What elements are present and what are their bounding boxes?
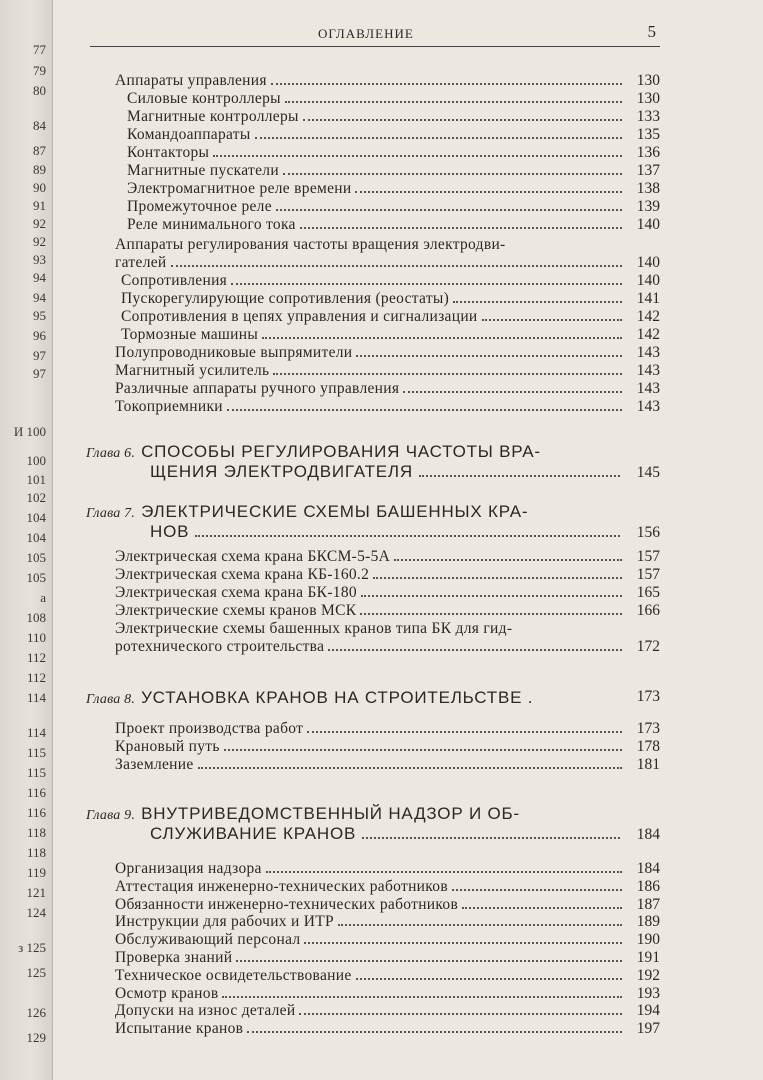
- chapter-title: ЭЛЕКТРИЧЕСКИЕ СХЕМЫ БАШЕННЫХ КРА-: [141, 502, 529, 521]
- entry-page: 140: [636, 254, 660, 271]
- entry-title: Обязанности инженерно-технических работников: [115, 895, 459, 913]
- chapter-label: Глава 7.: [86, 506, 136, 521]
- entry-title: Пускорегулирующие сопротивления (реостаты): [121, 290, 450, 307]
- gutter-page-number: 116: [26, 805, 46, 820]
- gutter-page-number: 119: [26, 865, 46, 880]
- toc-entry: [115, 548, 660, 566]
- dot-leader: [262, 331, 622, 339]
- entry-title: Инструкции для рабочих и ИТР: [115, 913, 334, 931]
- toc-entry: [127, 198, 660, 216]
- gutter-page-number: 116: [26, 785, 46, 800]
- dot-leader: [453, 295, 622, 303]
- toc-entry: [121, 272, 660, 290]
- dot-leader: [360, 607, 622, 615]
- dot-leader: [276, 203, 622, 211]
- gutter-page-number: 105: [26, 550, 46, 565]
- entry-page: 165: [636, 584, 660, 601]
- toc-entry: [115, 236, 660, 254]
- entry-page: 184: [636, 860, 660, 877]
- gutter-page-number: 100: [26, 453, 46, 468]
- toc-entry: [115, 738, 660, 756]
- page-number: 5: [647, 22, 656, 41]
- entry-page: 143: [636, 362, 660, 379]
- gutter-page-number: 124: [26, 905, 46, 920]
- dot-leader: [299, 1007, 622, 1015]
- gutter-page-number: 126: [26, 1005, 46, 1020]
- dot-leader: [328, 643, 622, 651]
- page-title: ОГЛАВЛЕНИЕ: [318, 26, 414, 41]
- entry-title: Электрическая схема крана КБ-160.2: [115, 566, 370, 583]
- gutter-page-number: 90: [33, 180, 46, 195]
- toc-entry: [115, 931, 660, 949]
- entry-title: Электрические схемы кранов МСК: [115, 602, 357, 619]
- dot-leader: [462, 901, 622, 909]
- gutter-page-number: 93: [33, 252, 46, 267]
- gutter-page-number: 115: [26, 745, 46, 760]
- entry-title: Электрические схемы башенных кранов типа БК для гид-: [115, 620, 513, 637]
- entry-page: 141: [636, 290, 660, 307]
- entry-page: 140: [636, 216, 660, 233]
- toc-entry: [121, 326, 660, 344]
- entry-page: 133: [636, 108, 660, 125]
- entry-page: 137: [636, 162, 660, 179]
- gutter-page-number: 92: [33, 216, 46, 231]
- dot-leader: [355, 185, 622, 193]
- toc-entry: [127, 144, 660, 162]
- entry-title: Обслуживающий персонал: [115, 931, 301, 949]
- toc-entry: [115, 638, 660, 656]
- toc-entry: [115, 344, 660, 362]
- entry-page: 190: [636, 931, 660, 949]
- gutter-page-number: 97: [33, 366, 46, 381]
- entry-title: Техническое освидетельствование: [115, 966, 352, 984]
- dot-leader: [247, 1025, 622, 1033]
- entry-title: Различные аппараты ручного управления: [115, 380, 400, 397]
- entry-page: 173: [636, 720, 660, 737]
- gutter-page-number: 79: [33, 63, 46, 78]
- dot-leader: [338, 918, 622, 926]
- dot-leader: [283, 167, 622, 175]
- toc-entry: [115, 584, 660, 602]
- chapter-title-line2: ЩЕНИЯ ЭЛЕКТРОДВИГАТЕЛЯ: [150, 462, 413, 481]
- toc-entry: [127, 180, 660, 198]
- toc-entry: [127, 108, 660, 126]
- entry-title: Магнитные пускатели: [127, 162, 279, 179]
- entry-page: 139: [636, 198, 660, 215]
- entry-title: Электрическая схема крана БКСМ-5-5А: [115, 548, 391, 565]
- entry-title: Испытание кранов: [115, 1020, 244, 1038]
- entry-page: 157: [636, 566, 660, 583]
- gutter-page-number: 118: [26, 845, 46, 860]
- chapter-page: 156: [636, 524, 660, 541]
- toc-entry: [115, 380, 660, 398]
- gutter-page-number: 129: [26, 1030, 46, 1045]
- dot-leader: [171, 259, 623, 267]
- gutter-page-number: 94: [33, 270, 46, 285]
- toc-entry: [115, 566, 660, 584]
- page-header: [90, 22, 660, 47]
- dot-leader: [300, 221, 622, 229]
- gutter-page-number: 77: [33, 42, 46, 57]
- dot-leader: [273, 367, 622, 375]
- entry-page: 186: [636, 877, 660, 895]
- dot-leader: [198, 761, 622, 769]
- entry-page: 172: [636, 638, 660, 655]
- entry-page: 142: [636, 326, 660, 343]
- toc-entry: [121, 308, 660, 326]
- dot-leader: [195, 529, 620, 537]
- entry-title: Электрическая схема крана БК-180: [115, 584, 357, 601]
- gutter-page-number: 110: [26, 630, 46, 645]
- chapter-label: Глава 8.: [86, 692, 136, 707]
- chapter-title: УСТАНОВКА КРАНОВ НА СТРОИТЕЛЬСТВЕ .: [141, 688, 534, 707]
- entry-page: 143: [636, 398, 660, 415]
- chapter-title-continued: [150, 462, 660, 483]
- toc-entry: [115, 985, 660, 1003]
- gutter-page-number: 91: [33, 198, 46, 213]
- chapter-heading: [86, 688, 533, 710]
- entry-page: 178: [636, 738, 660, 755]
- entry-title: Сопротивления в цепях управления и сигнализации: [121, 308, 478, 325]
- entry-title: Магнитные контроллеры: [127, 108, 299, 125]
- gutter-page-number: 96: [33, 328, 46, 343]
- toc-entry: [115, 1020, 660, 1038]
- dot-leader: [356, 972, 622, 980]
- dot-leader: [304, 936, 622, 944]
- entry-page: 135: [636, 126, 660, 143]
- entry-page: 166: [636, 602, 660, 619]
- dot-leader: [227, 403, 622, 411]
- toc-entry: [115, 254, 660, 272]
- dot-leader: [394, 553, 622, 561]
- entry-page: 140: [636, 272, 660, 289]
- entry-title: Организация надзора: [115, 860, 262, 877]
- dot-leader: [236, 954, 622, 962]
- gutter-page-number: 114: [26, 690, 46, 705]
- gutter-page-number: 112: [26, 650, 46, 665]
- dot-leader: [266, 865, 622, 873]
- gutter-page-number: а: [40, 590, 46, 605]
- entry-title: Магнитный усилитель: [115, 362, 270, 379]
- chapter-page: 145: [636, 464, 660, 481]
- entry-title: Силовые контроллеры: [127, 90, 281, 107]
- gutter-page-number: 89: [33, 162, 46, 177]
- entry-title: Проверка знаний: [115, 949, 233, 966]
- entry-page: 138: [636, 180, 660, 197]
- gutter-page-number: 115: [26, 765, 46, 780]
- gutter-page-number: 102: [26, 490, 46, 505]
- gutter-page-number: 121: [26, 885, 46, 900]
- entry-title: ротехнического строительства: [115, 638, 325, 655]
- entry-title: Тормозные машины: [121, 326, 259, 343]
- entry-page: 142: [636, 308, 660, 325]
- chapter-page: 184: [636, 826, 660, 843]
- toc-entry: [127, 216, 660, 234]
- dot-leader: [482, 313, 622, 321]
- dot-leader: [361, 589, 622, 597]
- toc-entry: [115, 967, 660, 985]
- entry-title: Аттестация инженерно-технических работников: [115, 877, 448, 895]
- dot-leader: [285, 95, 622, 103]
- entry-page: 136: [636, 144, 660, 161]
- chapter-page: 173: [636, 688, 660, 705]
- entry-title: Крановый путь: [115, 738, 220, 755]
- toc-entry: [115, 913, 660, 931]
- toc-entry: [115, 620, 660, 638]
- toc-entry: [115, 756, 660, 774]
- toc-entry: [115, 1002, 660, 1020]
- toc-entry: [115, 949, 660, 967]
- dot-leader: [222, 990, 622, 998]
- gutter-page-number: 118: [26, 825, 46, 840]
- dot-leader: [356, 349, 622, 357]
- entry-page: 181: [636, 756, 660, 773]
- entry-title: Полупроводниковые выпрямители: [115, 344, 353, 361]
- gutter-page-number: 84: [33, 118, 46, 133]
- dot-leader: [452, 883, 622, 891]
- toc-entry: [115, 720, 660, 738]
- chapter-title-line2: СЛУЖИВАНИЕ КРАНОВ: [150, 824, 357, 843]
- dot-leader: [362, 831, 620, 839]
- gutter-page-number: 114: [26, 725, 46, 740]
- entry-title: Реле минимального тока: [127, 216, 296, 233]
- chapter-heading: [86, 502, 528, 524]
- toc-entry: [121, 290, 660, 308]
- dot-leader: [307, 725, 622, 733]
- previous-page-edge: [0, 0, 53, 1080]
- entry-page: 189: [636, 913, 660, 931]
- entry-page: 143: [636, 344, 660, 361]
- toc-entry: [115, 896, 660, 914]
- entry-page: 143: [636, 380, 660, 397]
- gutter-page-number: 95: [33, 308, 46, 323]
- toc-entry: [115, 860, 660, 878]
- chapter-heading: [86, 442, 541, 464]
- dot-leader: [271, 77, 622, 85]
- gutter-page-number: 101: [26, 472, 46, 487]
- entry-title: Аппараты управления: [115, 72, 267, 89]
- entry-page: 193: [636, 984, 660, 1002]
- toc-entry: [127, 162, 660, 180]
- gutter-page-number: з 125: [18, 940, 46, 955]
- toc-entry: [115, 72, 660, 90]
- gutter-page-number: 125: [26, 965, 46, 980]
- toc-entry: [115, 878, 660, 896]
- gutter-page-number: 87: [33, 143, 46, 158]
- chapter-title: ВНУТРИВЕДОМСТВЕННЫЙ НАДЗОР И ОБ-: [141, 804, 520, 823]
- entry-page: 130: [636, 90, 660, 107]
- gutter-page-number: 108: [26, 610, 46, 625]
- gutter-page-number: 94: [33, 290, 46, 305]
- dot-leader: [213, 149, 622, 157]
- entry-title: Контакторы: [127, 144, 210, 161]
- toc-entry: [115, 602, 660, 620]
- gutter-page-number: 112: [26, 670, 46, 685]
- entry-title: Проект производства работ: [115, 720, 304, 737]
- entry-page: 191: [636, 949, 660, 966]
- entry-page: 187: [636, 895, 660, 913]
- chapter-label: Глава 6.: [86, 446, 136, 461]
- chapter-heading: [86, 804, 520, 826]
- entry-title: Электромагнитное реле времени: [127, 180, 352, 197]
- dot-leader: [224, 743, 622, 751]
- chapter-title-continued: [150, 824, 660, 845]
- gutter-page-number: 97: [33, 348, 46, 363]
- dot-leader: [403, 385, 622, 393]
- entry-title: Осмотр кранов: [115, 984, 219, 1002]
- chapter-label: Глава 9.: [86, 808, 136, 823]
- chapter-title-line2: НОВ: [150, 522, 190, 541]
- chapter-title: СПОСОБЫ РЕГУЛИРОВАНИЯ ЧАСТОТЫ ВРА-: [141, 442, 541, 461]
- entry-page: 197: [636, 1020, 660, 1038]
- entry-title: гателей: [115, 254, 167, 271]
- gutter-page-number: 80: [33, 83, 46, 98]
- dot-leader: [255, 131, 622, 139]
- dot-leader: [231, 277, 622, 285]
- gutter-page-number: 104: [26, 530, 46, 545]
- dot-leader: [373, 571, 622, 579]
- gutter-page-number: 105: [26, 570, 46, 585]
- entry-page: 194: [636, 1002, 660, 1020]
- gutter-page-number: 92: [33, 234, 46, 249]
- chapter-title-continued: [150, 522, 660, 543]
- entry-page: 192: [636, 966, 660, 984]
- toc-entry: [115, 362, 660, 380]
- entry-title: Допуски на износ деталей: [115, 1002, 296, 1020]
- entry-title: Промежуточное реле: [127, 198, 272, 215]
- entry-title: Сопротивления: [121, 272, 228, 289]
- entry-title: Заземление: [115, 756, 194, 773]
- toc-entry: [127, 126, 660, 144]
- entry-title: Командоаппараты: [127, 126, 251, 143]
- toc-entry: [115, 398, 660, 416]
- toc-entry: [127, 90, 660, 108]
- dot-leader: [419, 469, 620, 477]
- entry-page: 157: [636, 548, 660, 565]
- dot-leader: [303, 113, 622, 121]
- entry-title: Аппараты регулирования частоты вращения электродви-: [115, 236, 506, 253]
- entry-title: Токоприемники: [115, 398, 223, 415]
- gutter-page-number: 104: [26, 510, 46, 525]
- gutter-page-number: И 100: [13, 424, 46, 439]
- entry-page: 130: [636, 72, 660, 89]
